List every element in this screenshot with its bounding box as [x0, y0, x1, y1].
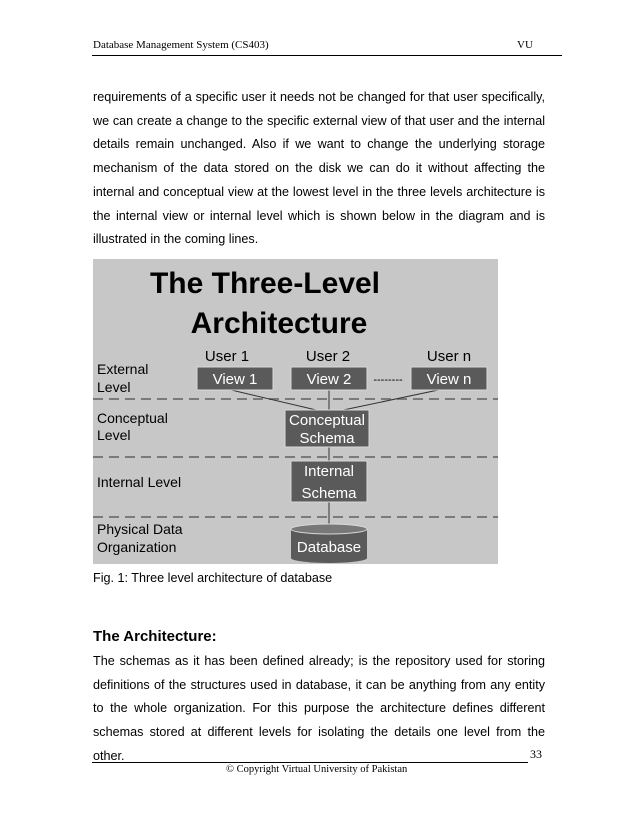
- user-n-label: User n: [426, 348, 472, 365]
- three-level-architecture-diagram: [93, 259, 498, 564]
- label-conceptual-1: Conceptual: [97, 410, 168, 426]
- page-number: 33: [530, 747, 542, 761]
- figure-caption: Fig. 1: Three level architecture of database: [93, 571, 333, 585]
- label-external-2: Level: [97, 379, 131, 395]
- copyright-notice: © Copyright Virtual University of Pakistan: [226, 764, 408, 775]
- connector-viewn-conceptual: [329, 389, 443, 413]
- user-2-label: User 2: [305, 348, 351, 365]
- body-paragraph-2: The schemas as it has been defined already; is the repository used for storing definitions of the structures used in database, it can be anything from any entity to the whole organization. For this purpose the architecture defines different schemas stored at different levels for isolating the details one level from the other.: [93, 654, 545, 763]
- label-external-1: External: [97, 361, 149, 377]
- conceptual-schema-label-1: Conceptual: [289, 412, 365, 429]
- internal-schema-label-1: Internal: [303, 463, 355, 480]
- label-physical-2: Organization: [97, 539, 177, 555]
- diagram-title-line1: The Three-Level: [149, 267, 381, 300]
- header-rule: [92, 55, 562, 56]
- running-header-course: Database Management System (CS403): [93, 39, 269, 51]
- user-1-label: User 1: [204, 348, 250, 365]
- conceptual-schema-label-2: Schema: [299, 430, 355, 447]
- view-2-label: View 2: [306, 371, 352, 388]
- section-heading: The Architecture:: [93, 628, 217, 645]
- footer-rule: [92, 762, 528, 763]
- label-internal: Internal Level: [97, 474, 182, 490]
- diagram-canvas: [93, 259, 498, 564]
- view-1-label: View 1: [212, 371, 258, 388]
- database-label: Database: [296, 539, 362, 556]
- running-header-institution: VU: [517, 39, 533, 51]
- label-physical-1: Physical Data: [97, 521, 183, 537]
- internal-schema-label-2: Schema: [301, 485, 357, 502]
- label-conceptual-2: Level: [97, 427, 131, 443]
- body-paragraph-1: requirements of a specific user it needs not be changed for that user specifically, we can create a change to the specific external view of that user and the internal details remain unchanged. Also if we want to change the underlying storage mechanism of the data stored on the disk we can do it without affecting the internal and conceptual view at the lowest level in the three levels architecture is the internal view or internal level which is shown below in the diagram and is illustrated in the coming lines.: [93, 90, 545, 247]
- view-n-label: View n: [426, 371, 472, 388]
- views-ellipsis: --------: [373, 374, 403, 386]
- diagram-title-line2: Architecture: [190, 307, 368, 340]
- connector-view1-conceptual: [227, 389, 329, 413]
